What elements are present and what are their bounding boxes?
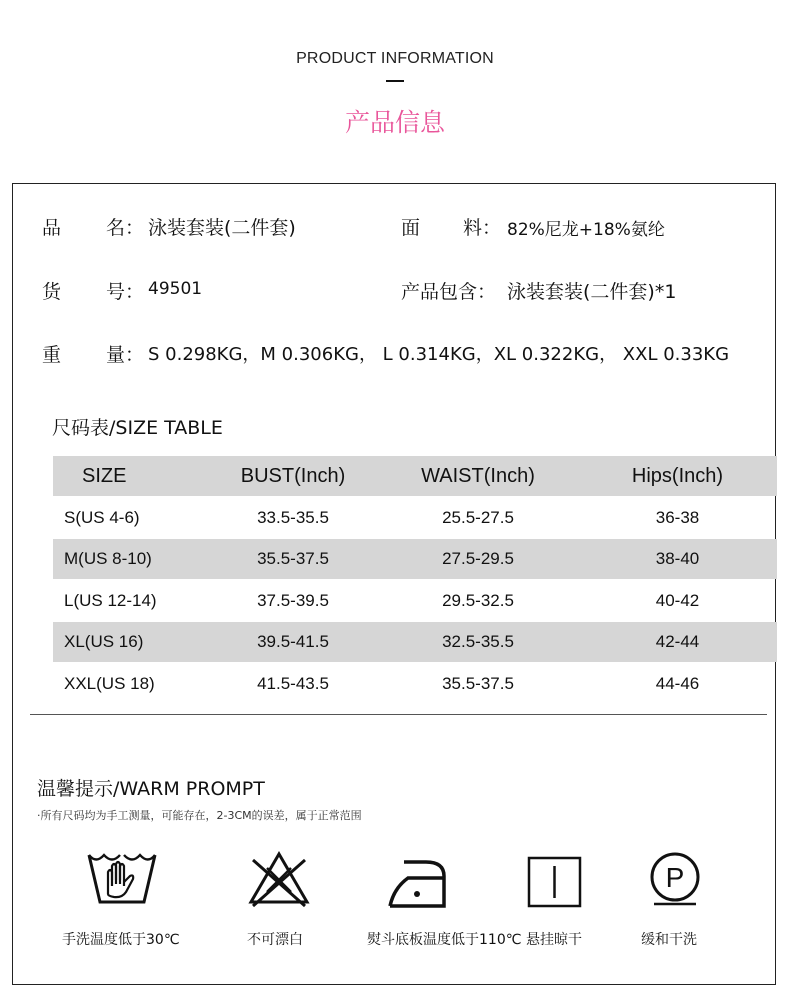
warm-prompt-title: 温馨提示/WARM PROMPT [37,778,265,800]
product-sku-value: 49501 [148,279,203,299]
table-row [53,662,777,705]
table-cell: 35.5-37.5 [442,673,514,693]
size-table-header-cell: WAIST(Inch) [378,456,578,496]
product-fabric-key2: 料： [463,217,502,239]
table-cell: 32.5-35.5 [378,622,578,662]
size-table-title: 尺码表/SIZE TABLE [52,417,223,439]
product-weight-value: S 0.298KG，M 0.306KG， L 0.314KG，XL 0.322KG， XXL 0.33KG [148,344,730,365]
line-dry-icon [527,856,582,908]
table-cell: 40-42 [655,590,700,610]
care-label-line-dry: 悬挂晾干 [526,932,582,948]
professional-clean-p-icon [648,850,702,908]
table-row [53,622,777,662]
table-cell: 36-38 [655,507,700,527]
product-sku-key2: 号： [106,281,145,303]
size-table-header-cell: BUST(Inch) [208,456,378,496]
section-divider [30,714,767,715]
table-row [53,496,777,539]
header-title-cn: 产品信息 [344,108,445,137]
care-label-iron: 熨斗底板温度低于110℃ [367,932,522,948]
product-name-key2: 名： [106,217,145,239]
care-label-gentle-clean: 缓和干洗 [641,932,697,948]
product-name-key: 品 [42,217,62,239]
product-name-value: 泳装套装(二件套) [148,217,296,239]
table-row [53,579,777,622]
product-fabric-value: 82%尼龙+18%氨纶 [507,220,665,240]
size-table [53,456,777,705]
do-not-bleach-icon [247,850,311,908]
table-cell: XXL(US 18) [64,673,155,693]
warm-prompt-note: ·所有尺码均为手工测量，可能存在，2-3CM的误差，属于正常范围 [37,809,362,822]
table-cell: S(US 4-6) [64,507,140,527]
table-cell: 37.5-39.5 [257,590,329,610]
iron-icon [386,854,450,910]
table-cell: 33.5-35.5 [257,507,329,527]
size-table-header [53,456,777,496]
size-table-header-cell: SIZE [53,456,208,496]
product-package-value: 泳装套装(二件套)*1 [507,281,677,303]
table-cell: XL(US 16) [53,622,208,662]
product-weight-key2: 量： [106,344,145,366]
table-row [53,539,777,579]
care-label-no-bleach: 不可漂白 [247,932,303,948]
table-cell: 44-46 [655,673,700,693]
header-divider [386,80,404,82]
table-cell: 42-44 [578,622,777,662]
care-label-hand-wash: 手洗温度低于30℃ [62,932,180,948]
table-cell: 25.5-27.5 [442,507,514,527]
table-cell: 29.5-32.5 [442,590,514,610]
product-weight-key: 重 [42,344,62,366]
size-table-header-cell: Hips(Inch) [578,456,777,496]
table-cell: 27.5-29.5 [378,539,578,579]
svg-text:P: P [665,862,685,893]
product-fabric-key: 面 [401,217,421,239]
table-cell: 38-40 [578,539,777,579]
product-package-key: 产品包含： [401,281,497,303]
header-title-en: PRODUCT INFORMATION [296,50,494,67]
hand-wash-icon [86,850,158,908]
table-cell: M(US 8-10) [53,539,208,579]
table-cell: 35.5-37.5 [208,539,378,579]
table-cell: 39.5-41.5 [208,622,378,662]
table-cell: L(US 12-14) [64,590,157,610]
product-sku-key: 货 [42,281,62,303]
table-cell: 41.5-43.5 [257,673,329,693]
